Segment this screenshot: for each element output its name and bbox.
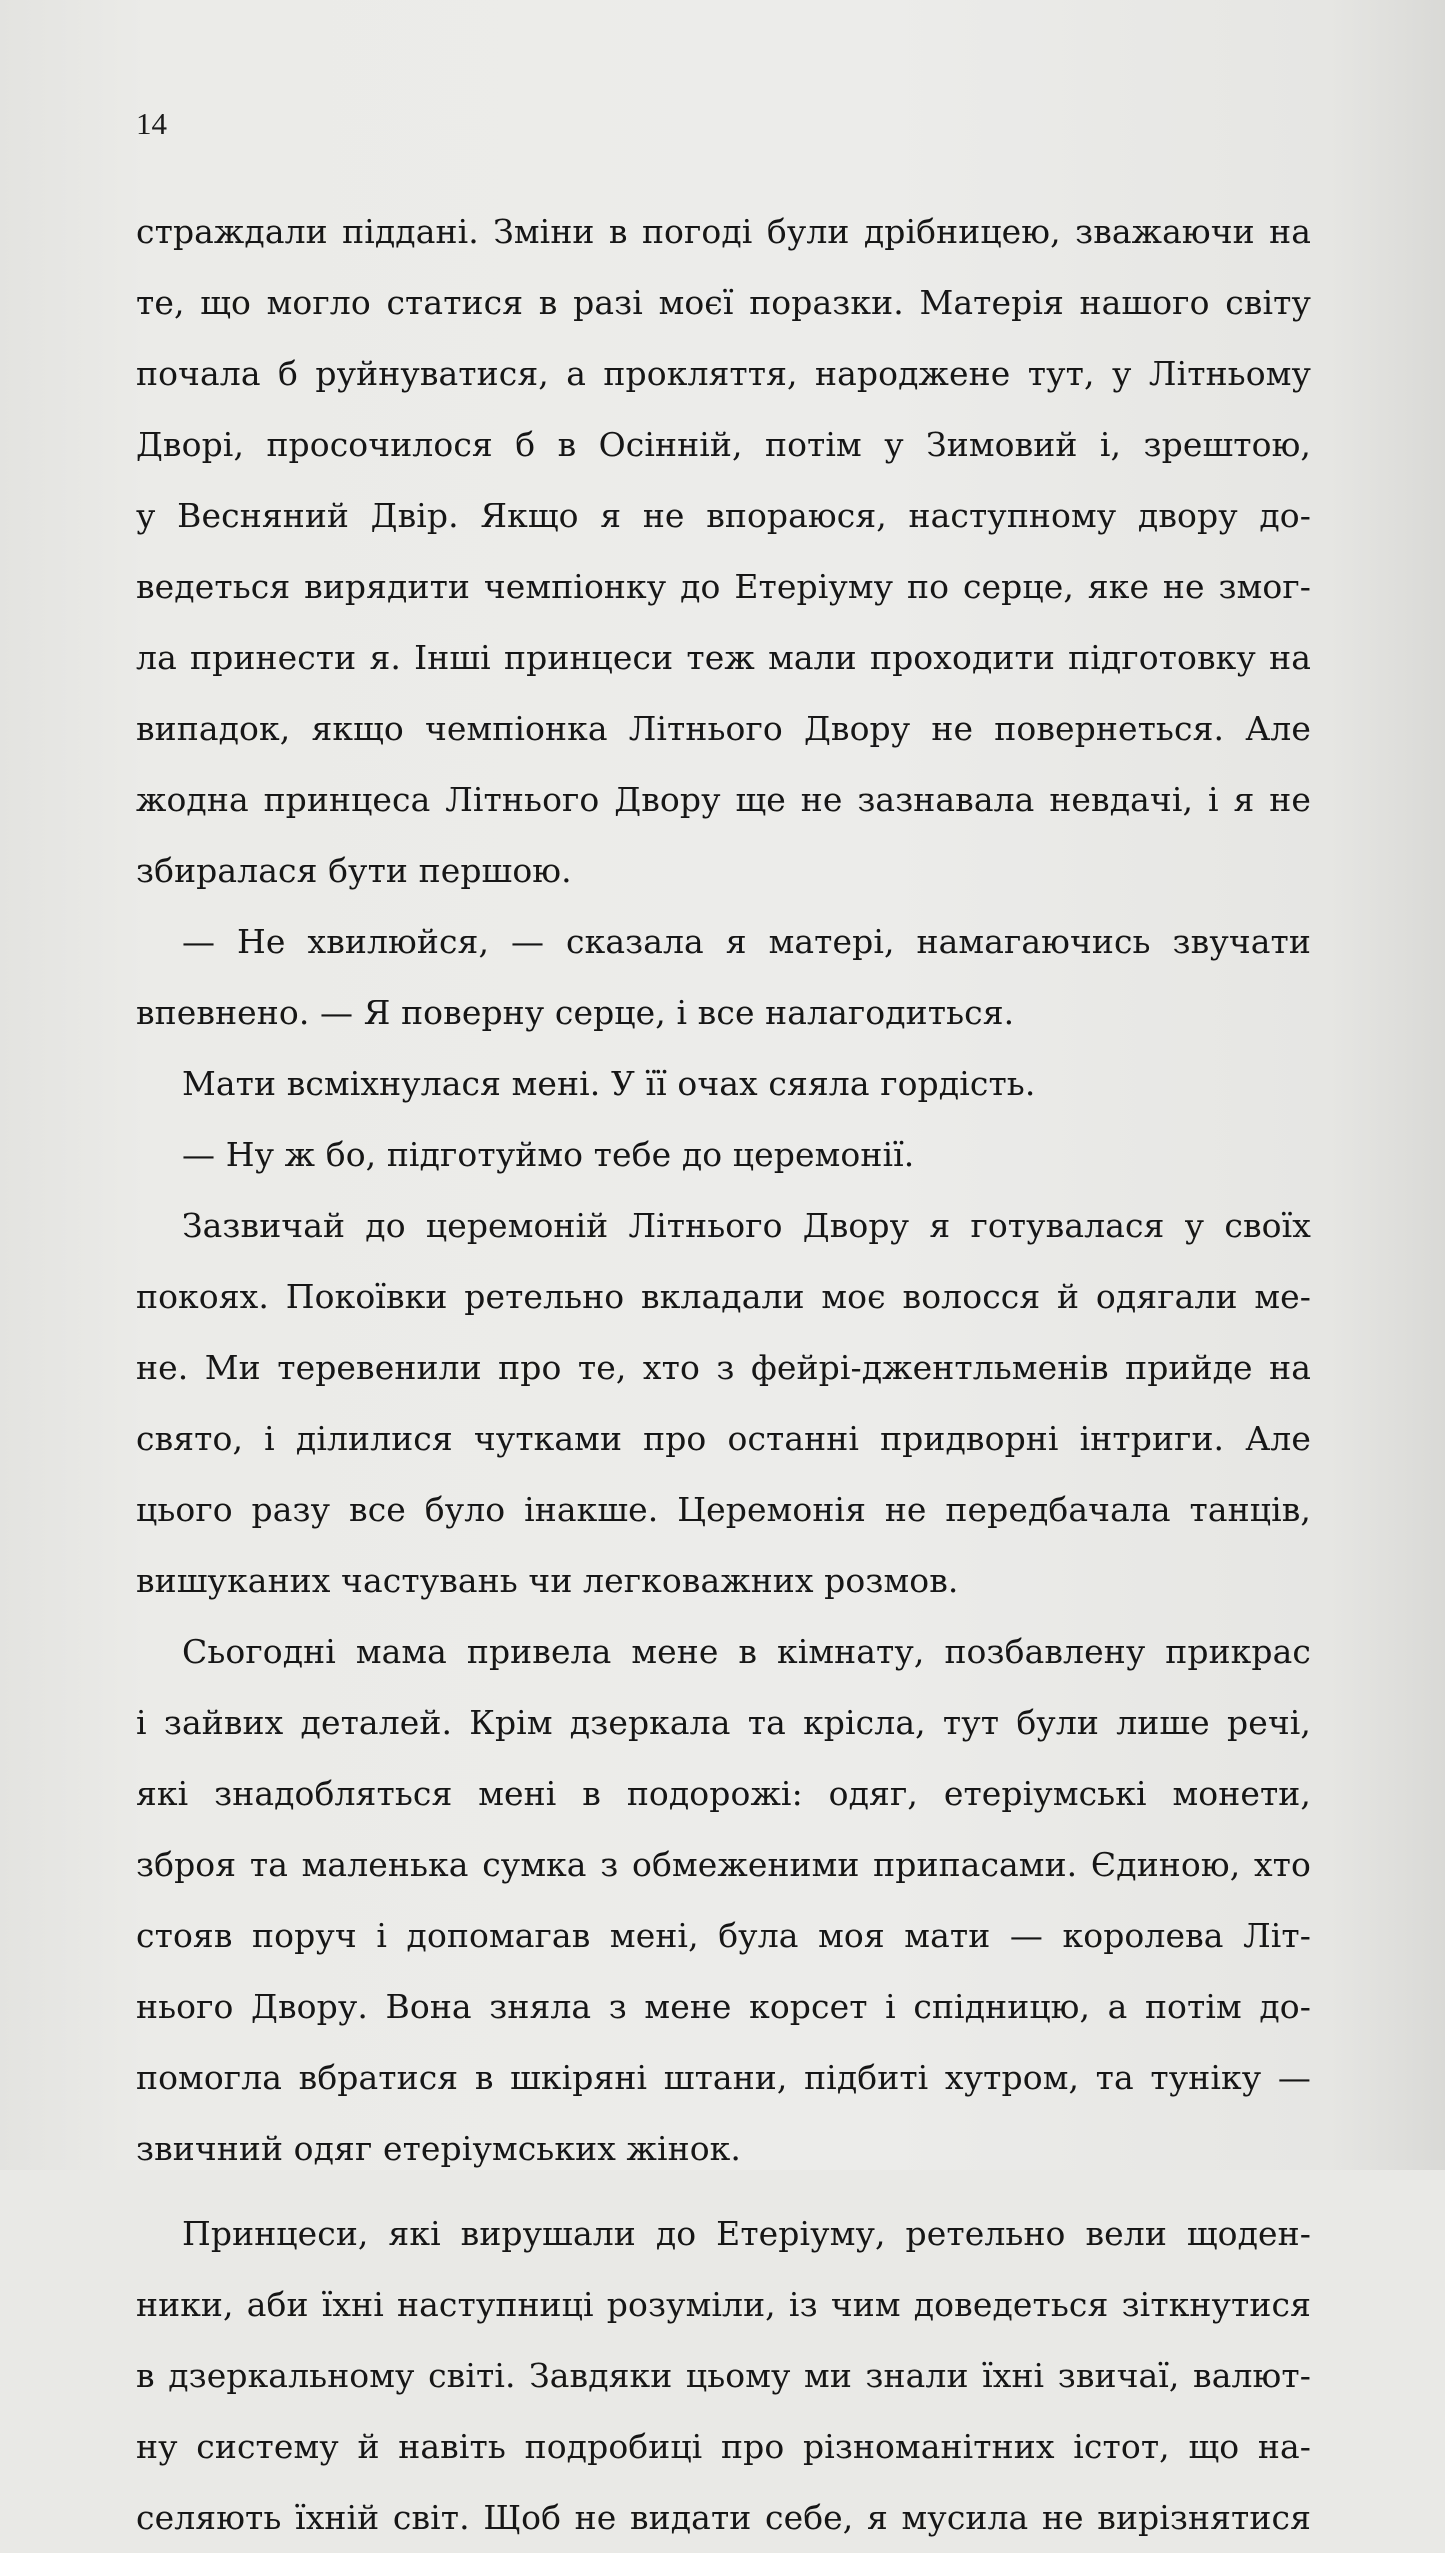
text-line: жодна принцеса Літнього Двору ще не зазнавала невдачі, і я не [136,780,1311,819]
text-line: не. Ми теревенили про те, хто з фейрі-джентльменів прийде на [136,1348,1311,1387]
text-line: збиралася бути першою. [136,851,572,890]
text-line: впевнено. — Я поверну серце, і все налагодиться. [136,993,1015,1032]
text-line: почала б руйнуватися, а прокляття, народжене тут, у Літньому [136,354,1311,393]
text-line: ведеться вирядити чемпіонку до Етеріуму по серце, яке не змог- [136,567,1311,606]
text-line: нього Двору. Вона зняла з мене корсет і спідницю, а потім до- [136,1987,1311,2026]
text-line: те, що могло статися в разі моєї поразки. Матерія нашого світу [136,283,1311,322]
text-line: ники, аби їхні наступниці розуміли, із чим доведеться зіткнутися [136,2285,1311,2324]
text-line: Принцеси, які вирушали до Етеріуму, ретельно вели щоден- [182,2214,1311,2253]
page-number: 14 [136,106,167,141]
paragraph-gap [136,2184,1311,2198]
text-line: випадок, якщо чемпіонка Літнього Двору не повернеться. Але [136,709,1311,748]
text-line: вишуканих частувань чи легковажних розмов. [136,1561,959,1600]
text-line: Мати всміхнулася мені. У її очах сяяла гордість. [182,1064,1036,1103]
text-line: Сьогодні мама привела мене в кімнату, позбавлену прикрас [182,1632,1311,1671]
text-line: Дворі, просочилося б в Осінній, потім у Зимовий і, зрештою, [136,425,1311,464]
text-line: селяють їхній світ. Щоб не видати себе, я мусила не вирізнятися [136,2498,1311,2537]
text-line: і зайвих деталей. Крім дзеркала та крісла, тут були лише речі, [136,1703,1311,1742]
text-line: покоях. Покоївки ретельно вкладали моє волосся й одягали ме- [136,1277,1311,1316]
text-line: ла принести я. Інші принцеси теж мали проходити підготовку на [136,638,1311,677]
body-text [136,196,1311,2553]
text-line: Зазвичай до церемоній Літнього Двору я готувалася у своїх [182,1206,1311,1245]
text-line: помогла вбратися в шкіряні штани, підбиті хутром, та туніку — [136,2058,1311,2097]
text-line: страждали піддані. Зміни в погоді були дрібницею, зважаючи на [136,212,1311,251]
text-line: свято, і ділилися чутками про останні придворні інтриги. Але [136,1419,1311,1458]
text-line: цього разу все було інакше. Церемонія не передбачала танців, [136,1490,1311,1529]
text-line: у Весняний Двір. Якщо я не впораюся, наступному двору до- [136,496,1311,535]
text-line: стояв поруч і допомагав мені, була моя мати — королева Літ- [136,1916,1311,1955]
text-line: звичний одяг етеріумських жінок. [136,2129,741,2168]
text-line: — Ну ж бо, підготуймо тебе до церемонії. [182,1135,915,1174]
text-line: ну систему й навіть подробиці про різноманітних істот, що на- [136,2427,1311,2466]
text-line: — Не хвилюйся, — сказала я матері, намагаючись звучати [182,922,1311,961]
text-line: в дзеркальному світі. Завдяки цьому ми знали їхні звичаї, валют- [136,2356,1311,2395]
text-line: зброя та маленька сумка з обмеженими припасами. Єдиною, хто [136,1845,1311,1884]
text-line: які знадобляться мені в подорожі: одяг, етеріумські монети, [136,1774,1311,1813]
